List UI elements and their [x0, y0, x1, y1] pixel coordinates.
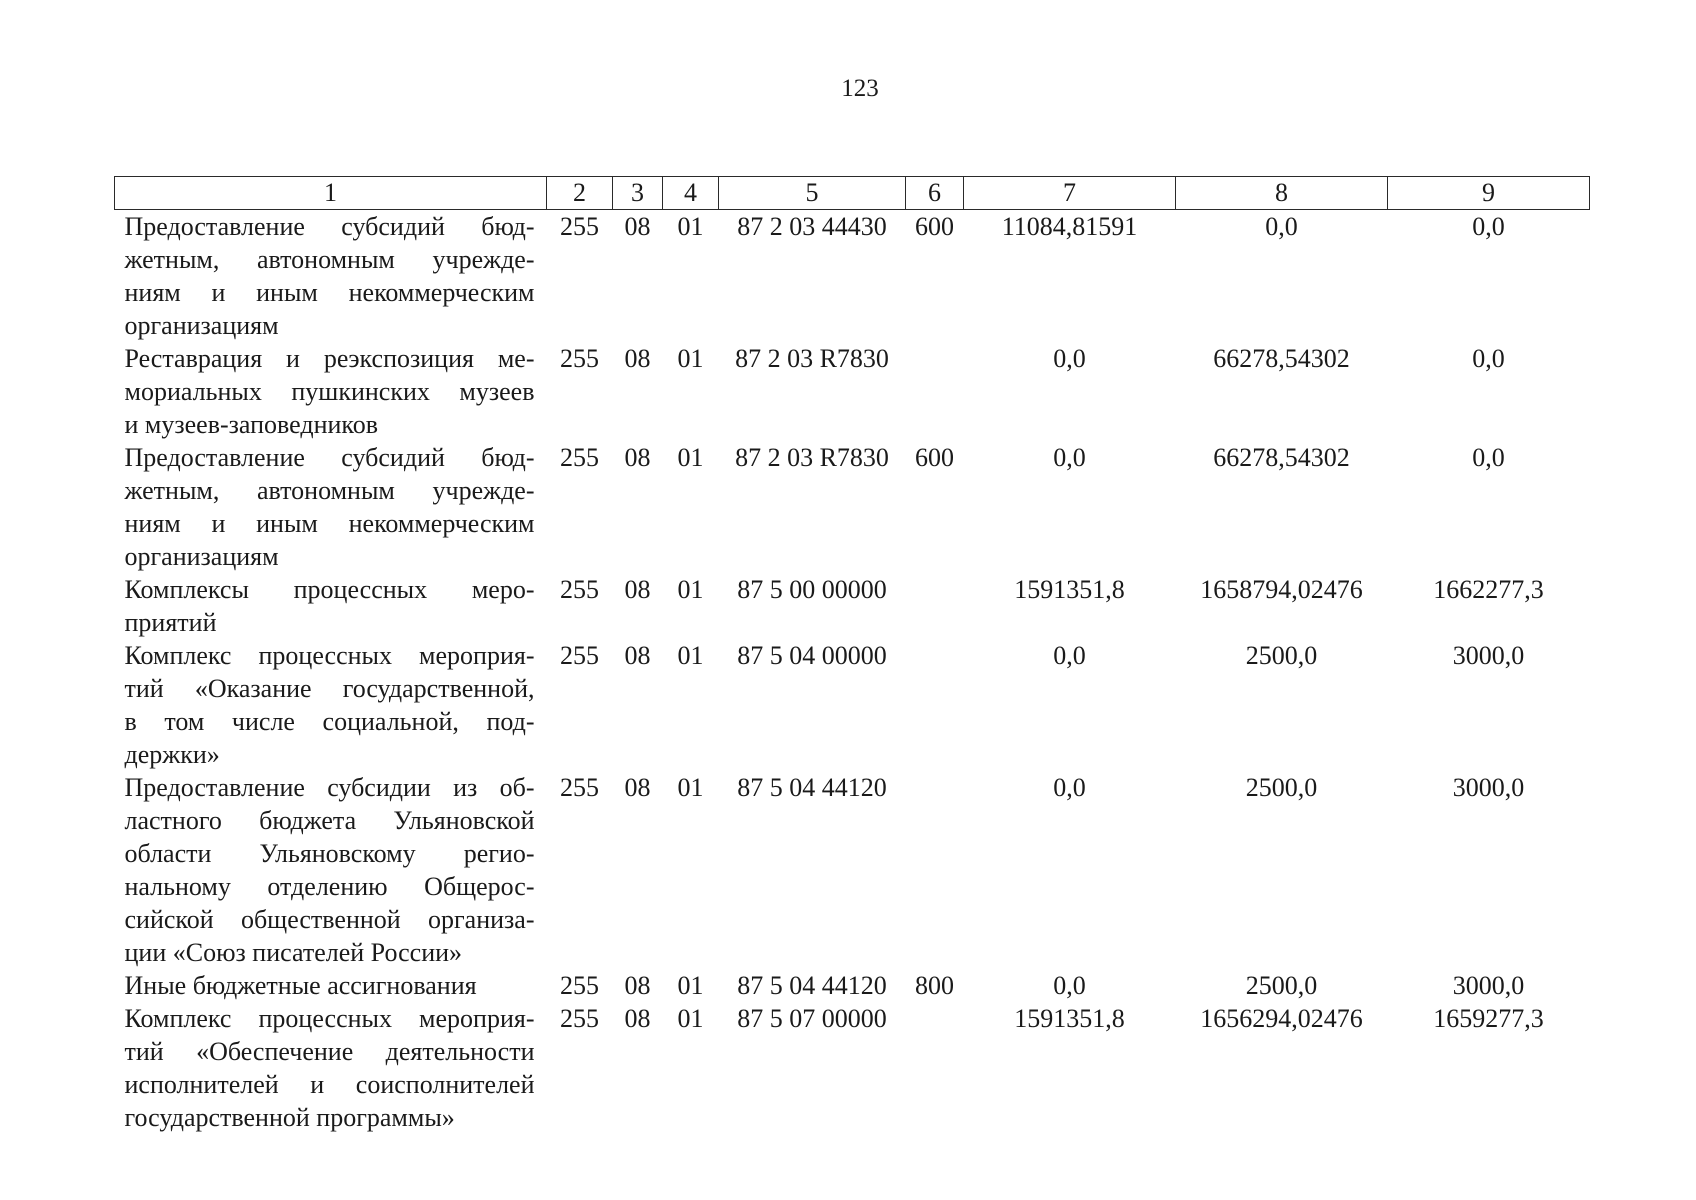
description-line: приятий — [124, 608, 217, 637]
description-line: тий «Обеспечение деятельности — [124, 1037, 535, 1066]
target-article-cell: 87 2 03 44430 — [737, 212, 887, 241]
description-line: ции «Союз писателей России» — [124, 938, 463, 967]
budget-table — [114, 176, 1590, 1134]
row-description — [115, 210, 547, 343]
section-code-cell: 08 — [624, 773, 651, 802]
subsection-code-cell: 01 — [677, 1004, 704, 1033]
description-line: организациям — [124, 311, 279, 340]
description-line: Комплекс процессных мероприя- — [124, 1004, 535, 1033]
subsection-code-cell: 01 — [677, 575, 704, 604]
expense-type-cell — [906, 771, 964, 969]
subsection-code-cell: 01 — [677, 212, 704, 241]
expense-type-cell — [906, 639, 964, 771]
description-line: держки» — [124, 740, 220, 769]
target-article-cell: 87 5 04 00000 — [737, 641, 887, 670]
target-article-cell: 87 5 07 00000 — [737, 1004, 887, 1033]
table-body — [115, 210, 1590, 1135]
admin-code-cell: 255 — [560, 641, 599, 670]
amount-col8-cell: 2500,0 — [1245, 773, 1318, 802]
column-header-2: 2 — [547, 177, 613, 210]
section-code-cell: 08 — [624, 971, 651, 1000]
table-row — [115, 342, 1590, 441]
row-description — [115, 441, 547, 573]
description-line: в том числе социальной, под- — [124, 707, 535, 736]
amount-col9-cell: 0,0 — [1472, 212, 1505, 241]
amount-col9-cell: 3000,0 — [1452, 971, 1525, 1000]
section-code-cell: 08 — [624, 212, 651, 241]
amount-col9-cell: 3000,0 — [1452, 773, 1525, 802]
section-code-cell: 08 — [624, 575, 651, 604]
admin-code-cell: 255 — [560, 1004, 599, 1033]
column-header-3: 3 — [613, 177, 663, 210]
description-line: Предоставление субсидий бюд- — [124, 212, 535, 241]
amount-col7-cell: 0,0 — [1053, 641, 1086, 670]
description-line: сийской общественной организа- — [124, 905, 535, 934]
amount-col9-cell: 0,0 — [1472, 344, 1505, 373]
admin-code-cell: 255 — [560, 443, 599, 472]
row-description — [115, 969, 547, 1002]
admin-code-cell: 255 — [560, 773, 599, 802]
row-description — [115, 342, 547, 441]
row-description — [115, 639, 547, 771]
table-row — [115, 639, 1590, 771]
description-line: области Ульяновскому регио- — [124, 839, 535, 868]
expense-type-cell: 600 — [915, 443, 954, 472]
description-line: и музеев-заповедников — [124, 410, 378, 439]
description-line: Предоставление субсидии из об- — [124, 773, 535, 802]
subsection-code-cell: 01 — [677, 971, 704, 1000]
description-line: ниям и иным некоммерческим — [124, 509, 535, 538]
section-code-cell: 08 — [624, 344, 651, 373]
table-row — [115, 573, 1590, 639]
amount-col7-cell: 1591351,8 — [1014, 575, 1125, 604]
amount-col7-cell: 0,0 — [1053, 773, 1086, 802]
amount-col8-cell: 66278,54302 — [1213, 344, 1350, 373]
expense-type-cell — [906, 1002, 964, 1134]
description-line: Предоставление субсидий бюд- — [124, 443, 535, 472]
description-line: Комплексы процессных меро- — [124, 575, 535, 604]
row-description — [115, 573, 547, 639]
table-row — [115, 441, 1590, 573]
admin-code-cell: 255 — [560, 212, 599, 241]
subsection-code-cell: 01 — [677, 443, 704, 472]
description-line: Реставрация и реэкспозиция ме- — [124, 344, 535, 373]
amount-col8-cell: 2500,0 — [1245, 641, 1318, 670]
expense-type-cell: 600 — [915, 212, 954, 241]
description-line: жетным, автономным учрежде- — [124, 245, 535, 274]
subsection-code-cell: 01 — [677, 344, 704, 373]
amount-col8-cell: 1656294,02476 — [1200, 1004, 1363, 1033]
amount-col8-cell: 1658794,02476 — [1200, 575, 1363, 604]
description-line: ластного бюджета Ульяновской — [124, 806, 535, 835]
column-header-6: 6 — [906, 177, 964, 210]
admin-code-cell: 255 — [560, 344, 599, 373]
column-header-8: 8 — [1176, 177, 1388, 210]
amount-col9-cell: 0,0 — [1472, 443, 1505, 472]
column-header-5: 5 — [719, 177, 906, 210]
page-number: 123 — [841, 75, 879, 102]
section-code-cell: 08 — [624, 443, 651, 472]
amount-col9-cell: 1662277,3 — [1433, 575, 1544, 604]
description-line: Иные бюджетные ассигнования — [124, 971, 477, 1000]
target-article-cell: 87 2 03 R7830 — [735, 344, 889, 373]
amount-col7-cell: 1591351,8 — [1014, 1004, 1125, 1033]
table-row — [115, 771, 1590, 969]
column-header-1: 1 — [115, 177, 547, 210]
column-header-7: 7 — [964, 177, 1176, 210]
description-line: тий «Оказание государственной, — [124, 674, 535, 703]
section-code-cell: 08 — [624, 641, 651, 670]
target-article-cell: 87 5 04 44120 — [737, 773, 887, 802]
target-article-cell: 87 5 04 44120 — [737, 971, 887, 1000]
amount-col9-cell: 1659277,3 — [1433, 1004, 1544, 1033]
row-description — [115, 1002, 547, 1134]
subsection-code-cell: 01 — [677, 641, 704, 670]
target-article-cell: 87 5 00 00000 — [737, 575, 887, 604]
description-line: организациям — [124, 542, 279, 571]
description-line: ниям и иным некоммерческим — [124, 278, 535, 307]
subsection-code-cell: 01 — [677, 773, 704, 802]
admin-code-cell: 255 — [560, 575, 599, 604]
target-article-cell: 87 2 03 R7830 — [735, 443, 889, 472]
expense-type-cell — [906, 342, 964, 441]
section-code-cell: 08 — [624, 1004, 651, 1033]
amount-col8-cell: 66278,54302 — [1213, 443, 1350, 472]
amount-col7-cell: 11084,81591 — [1001, 212, 1138, 241]
description-line: мориальных пушкинских музеев — [124, 377, 535, 406]
table-row — [115, 969, 1590, 1002]
description-line: жетным, автономным учрежде- — [124, 476, 535, 505]
header-row — [115, 177, 1590, 210]
row-description — [115, 771, 547, 969]
description-line: исполнителей и соисполнителей — [124, 1070, 535, 1099]
table-row — [115, 1002, 1590, 1134]
admin-code-cell: 255 — [560, 971, 599, 1000]
expense-type-cell — [906, 573, 964, 639]
description-line: государственной программы» — [124, 1103, 455, 1132]
amount-col9-cell: 3000,0 — [1452, 641, 1525, 670]
column-header-4: 4 — [663, 177, 719, 210]
amount-col8-cell: 2500,0 — [1245, 971, 1318, 1000]
description-line: нальному отделению Общерос- — [124, 872, 535, 901]
amount-col8-cell: 0,0 — [1265, 212, 1298, 241]
amount-col7-cell: 0,0 — [1053, 344, 1086, 373]
column-header-9: 9 — [1388, 177, 1590, 210]
table-row — [115, 210, 1590, 343]
amount-col7-cell: 0,0 — [1053, 443, 1086, 472]
description-line: Комплекс процессных мероприя- — [124, 641, 535, 670]
amount-col7-cell: 0,0 — [1053, 971, 1086, 1000]
expense-type-cell: 800 — [915, 971, 954, 1000]
